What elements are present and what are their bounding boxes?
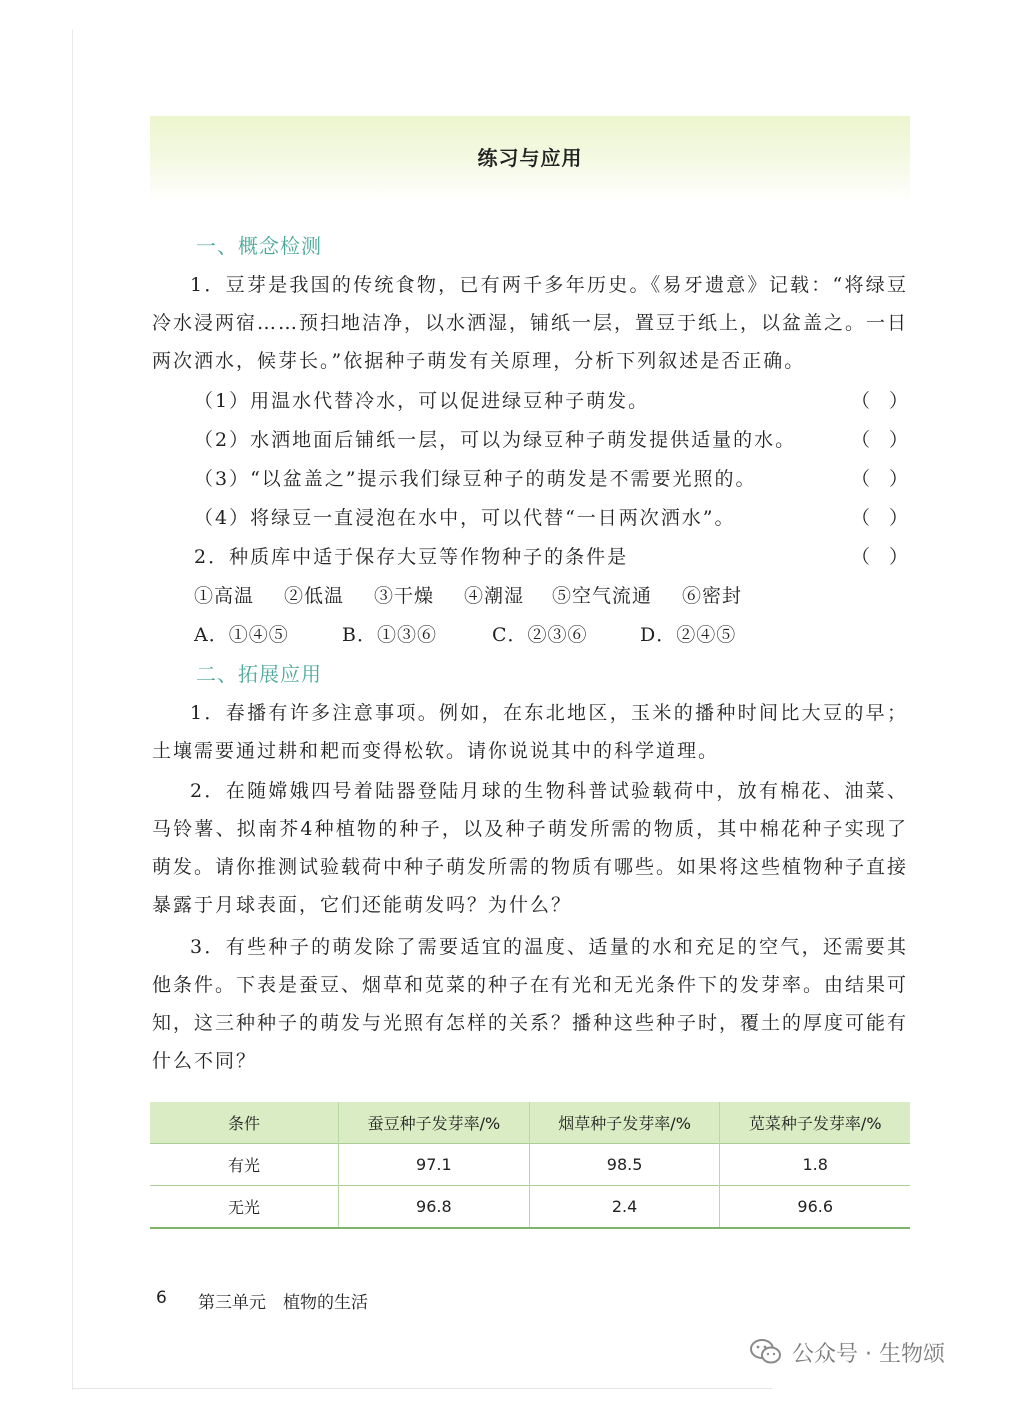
question-2-text: 2．种质库中适于保存大豆等作物种子的条件是 [194, 546, 629, 568]
table-row [150, 1186, 910, 1229]
choice-d: D．②④⑤ [640, 624, 737, 646]
condition-option: ⑥密封 [682, 585, 743, 607]
question-1-item-3 [194, 460, 908, 498]
question-1-item-2 [194, 421, 908, 459]
table-cell: 98.5 [529, 1144, 720, 1186]
choice-list [194, 616, 908, 654]
table-row [150, 1144, 910, 1186]
table-header-cell: 苋菜种子发芽率/% [720, 1102, 910, 1144]
watermark-text: 公众号 · 生物颂 [792, 1341, 945, 1367]
page-number: 6 [156, 1288, 167, 1308]
condition-option: ③干燥 [374, 585, 435, 607]
answer-parenthesis: （ ） [850, 507, 908, 529]
table-cell: 无光 [227, 1198, 260, 1217]
wechat-icon [750, 1338, 782, 1366]
table-header-cell: 烟草种子发芽率/% [529, 1102, 720, 1144]
germination-rate-table [150, 1102, 910, 1229]
table-header-cell: 条件 [227, 1114, 260, 1133]
section-heading-concept-check: 一、概念检测 [196, 234, 322, 258]
table-cell: 1.8 [720, 1144, 910, 1186]
item-text: （1）用温水代替冷水，可以促进绿豆种子萌发。 [194, 390, 650, 412]
table-cell: 96.6 [720, 1186, 910, 1229]
choice-b: B．①③⑥ [342, 624, 437, 646]
table-cell: 有光 [227, 1156, 260, 1175]
choice-c: C．②③⑥ [492, 624, 588, 646]
answer-parenthesis: （ ） [850, 468, 908, 490]
condition-list [194, 577, 908, 615]
application-question-3: 3．有些种子的萌发除了需要适宜的温度、适量的水和充足的空气，还需要其他条件。下表是蚕豆、烟草和苋菜的种子在有光和无光条件下的发芽率。由结果可知，这三种种子的萌发与光照有怎样的关系？播种这些种子时，覆土的厚度可能有什么不同？ [152, 936, 909, 1072]
table-header-cell: 蚕豆种子发芽率/% [339, 1102, 530, 1144]
choice-a: A．①④⑤ [194, 624, 289, 646]
item-text: （3）“以盆盖之”提示我们绿豆种子的萌发是不需要光照的。 [194, 468, 757, 490]
page-left-edge [72, 30, 73, 1390]
answer-parenthesis: （ ） [850, 546, 908, 568]
question-1-item-4 [194, 499, 908, 537]
wechat-watermark [750, 1334, 945, 1370]
table-cell: 2.4 [529, 1186, 720, 1229]
condition-option: ④潮湿 [464, 585, 525, 607]
question-1-intro: 1．豆芽是我国的传统食物，已有两千多年历史。《易牙遗意》记载：“将绿豆冷水浸两宿……预扫地洁净，以水洒湿，铺纸一层，置豆于纸上，以盆盖之。一日两次洒水，候芽长。”依据种子萌发有关原理，分析下列叙述是否正确。 [152, 274, 909, 372]
question-2 [194, 538, 908, 576]
question-1-item-1 [194, 382, 908, 420]
unit-caption: 第三单元 植物的生活 [198, 1293, 368, 1313]
section-heading-extended-application: 二、拓展应用 [196, 662, 322, 686]
answer-parenthesis: （ ） [850, 390, 908, 412]
page-bottom-edge [72, 1388, 772, 1389]
page-title: 练习与应用 [477, 146, 583, 170]
table-cell: 96.8 [339, 1186, 530, 1229]
condition-option: ②低温 [284, 585, 345, 607]
answer-parenthesis: （ ） [850, 429, 908, 451]
item-text: （2）水洒地面后铺纸一层，可以为绿豆种子萌发提供适量的水。 [194, 429, 797, 451]
condition-option: ①高温 [194, 585, 255, 607]
table-cell: 97.1 [339, 1144, 530, 1186]
application-question-1: 1．春播有许多注意事项。例如，在东北地区，玉米的播种时间比大豆的早；土壤需要通过耕和耙而变得松软。请你说说其中的科学道理。 [152, 702, 908, 762]
item-text: （4）将绿豆一直浸泡在水中，可以代替“一日两次洒水”。 [194, 507, 736, 529]
condition-option: ⑤空气流通 [552, 585, 653, 607]
application-question-2: 2．在随嫦娥四号着陆器登陆月球的生物科普试验载荷中，放有棉花、油菜、马铃薯、拟南芥4种植物的种子，以及种子萌发所需的物质，其中棉花种子实现了萌发。请你推测试验载荷中种子萌发所需的物质有哪些。如果将这些植物种子直接暴露于月球表面，它们还能萌发吗？为什么？ [152, 780, 909, 916]
table-header-row [150, 1102, 910, 1144]
